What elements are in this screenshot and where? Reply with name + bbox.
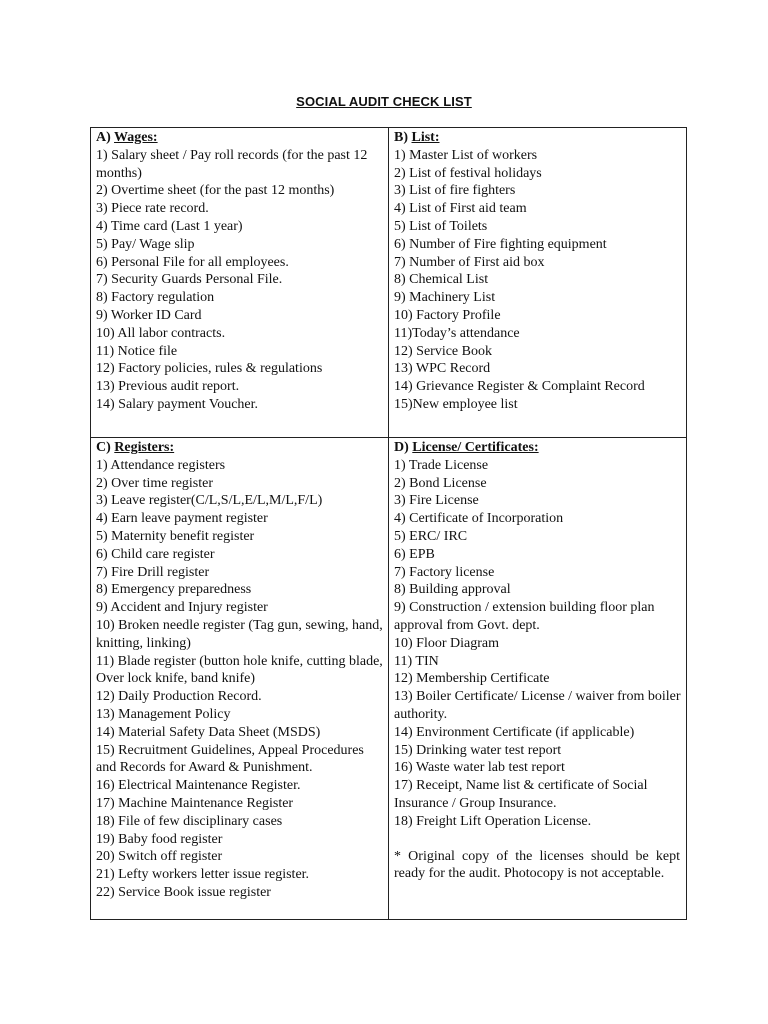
- list-item: 4) Certificate of Incorporation: [394, 511, 564, 527]
- section-heading-text: List:: [411, 130, 440, 145]
- list-item: 11) TIN: [394, 653, 439, 669]
- list-item: 14) Salary payment Voucher.: [96, 396, 259, 412]
- list-item: 20) Switch off register: [96, 849, 223, 865]
- item-list: [394, 147, 682, 414]
- list-item: 14) Environment Certificate (if applicable): [394, 724, 635, 740]
- list-item: 9) Construction / extension building floor plan approval from Govt. dept.: [394, 600, 655, 633]
- list-item: 8) Emergency preparedness: [96, 582, 252, 598]
- list-item: 6) Number of Fire fighting equipment: [394, 236, 607, 252]
- list-item: 7) Security Guards Personal File.: [96, 272, 283, 288]
- list-item: 17) Receipt, Name list & certificate of Social Insurance / Group Insurance.: [394, 778, 648, 811]
- list-item: 13) WPC Record: [394, 361, 491, 377]
- list-item: 18) Freight Lift Operation License.: [394, 813, 592, 829]
- list-item: 15) Recruitment Guidelines, Appeal Procedures and Records for Award & Punishment.: [96, 742, 364, 776]
- list-item: 7) Number of First aid box: [394, 254, 545, 270]
- list-item: 5) ERC/ IRC: [394, 528, 468, 544]
- list-item: 11) Notice file: [96, 343, 178, 359]
- list-item: 5) Maternity benefit register: [96, 528, 255, 544]
- list-item: 11) Blade register (button hole knife, cutting blade, Over lock knife, band knife): [96, 653, 383, 687]
- list-item: 12) Membership Certificate: [394, 671, 550, 687]
- checklist-table: [90, 127, 687, 920]
- section-list: [389, 128, 687, 438]
- list-item: 10) Broken needle register (Tag gun, sewing, hand, knitting, linking): [96, 617, 383, 651]
- list-item: 3) Piece rate record.: [96, 201, 209, 217]
- list-item: 15)New employee list: [394, 396, 518, 412]
- list-item: 12) Service Book: [394, 343, 492, 359]
- list-item: 11)Today’s attendance: [394, 325, 520, 341]
- list-item: 6) Child care register: [96, 546, 215, 562]
- list-item: 13) Boiler Certificate/ License / waiver from boiler authority.: [394, 689, 681, 722]
- list-item: 3) List of fire fighters: [394, 183, 516, 199]
- list-item: 5) Pay/ Wage slip: [96, 236, 195, 252]
- list-item: 8) Factory regulation: [96, 290, 215, 306]
- list-item: 2) Bond License: [394, 475, 487, 491]
- list-item: 3) Leave register(C/L,S/L,E/L,M/L,F/L): [96, 493, 323, 509]
- list-item: 17) Machine Maintenance Register: [96, 795, 294, 811]
- section-letter: C): [96, 440, 111, 455]
- item-list: [96, 457, 384, 902]
- section-letter: B): [394, 130, 408, 145]
- list-item: 12) Factory policies, rules & regulations: [96, 361, 323, 377]
- list-item: 2) Overtime sheet (for the past 12 months): [96, 183, 335, 199]
- list-item: 7) Factory license: [394, 564, 495, 580]
- section-heading-text: Wages:: [114, 130, 158, 145]
- list-item: 2) Over time register: [96, 475, 214, 491]
- list-item: 8) Building approval: [394, 582, 511, 598]
- list-item: 21) Lefty workers letter issue register.: [96, 867, 310, 883]
- list-item: 8) Chemical List: [394, 272, 489, 288]
- section-heading: [394, 129, 682, 147]
- list-item: 7) Fire Drill register: [96, 564, 210, 580]
- section-heading-text: Registers:: [114, 440, 175, 455]
- list-item: 1) Trade License: [394, 457, 489, 473]
- section-heading: [96, 129, 384, 147]
- section-wages: [91, 128, 389, 438]
- table-row: [91, 438, 687, 920]
- item-list: [96, 147, 384, 414]
- section-licenses: [389, 438, 687, 920]
- list-item: 1) Salary sheet / Pay roll records (for the past 12 months): [96, 147, 368, 181]
- list-item: 10) All labor contracts.: [96, 325, 226, 341]
- list-item: 2) List of festival holidays: [394, 165, 542, 181]
- list-item: 14) Material Safety Data Sheet (MSDS): [96, 724, 321, 740]
- list-item: 1) Attendance registers: [96, 457, 226, 473]
- item-list: [394, 457, 682, 831]
- table-row: [91, 128, 687, 438]
- section-heading: [96, 439, 384, 457]
- list-item: 1) Master List of workers: [394, 147, 538, 163]
- section-heading: [394, 439, 682, 457]
- section-heading-text: License/ Certificates:: [412, 440, 539, 455]
- list-item: 4) List of First aid team: [394, 201, 527, 217]
- list-item: 10) Floor Diagram: [394, 635, 499, 651]
- list-item: 15) Drinking water test report: [394, 742, 562, 758]
- list-item: 19) Baby food register: [96, 831, 223, 847]
- page-title: SOCIAL AUDIT CHECK LIST: [296, 94, 472, 109]
- list-item: 13) Management Policy: [96, 706, 231, 722]
- list-item: 6) Personal File for all employees.: [96, 254, 289, 270]
- list-item: 16) Electrical Maintenance Register.: [96, 778, 301, 794]
- list-item: 3) Fire License: [394, 493, 479, 509]
- list-item: 14) Grievance Register & Complaint Record: [394, 379, 645, 395]
- list-item: 18) File of few disciplinary cases: [96, 813, 283, 829]
- list-item: 9) Machinery List: [394, 290, 496, 306]
- list-item: 10) Factory Profile: [394, 307, 501, 323]
- list-item: 9) Accident and Injury register: [96, 600, 268, 616]
- section-letter: A): [96, 130, 111, 145]
- list-item: 22) Service Book issue register: [96, 884, 271, 900]
- section-letter: D): [394, 440, 409, 455]
- list-item: 4) Earn leave payment register: [96, 511, 268, 527]
- section-registers: [91, 438, 389, 920]
- list-item: 6) EPB: [394, 546, 435, 562]
- list-item: 9) Worker ID Card: [96, 307, 202, 323]
- list-item: 16) Waste water lab test report: [394, 760, 565, 776]
- license-note: * Original copy of the licenses should be kept ready for the audit. Photocopy is not acceptable.: [394, 848, 680, 882]
- list-item: 13) Previous audit report.: [96, 379, 240, 395]
- list-item: 4) Time card (Last 1 year): [96, 218, 243, 234]
- list-item: 12) Daily Production Record.: [96, 689, 262, 705]
- list-item: 5) List of Toilets: [394, 218, 488, 234]
